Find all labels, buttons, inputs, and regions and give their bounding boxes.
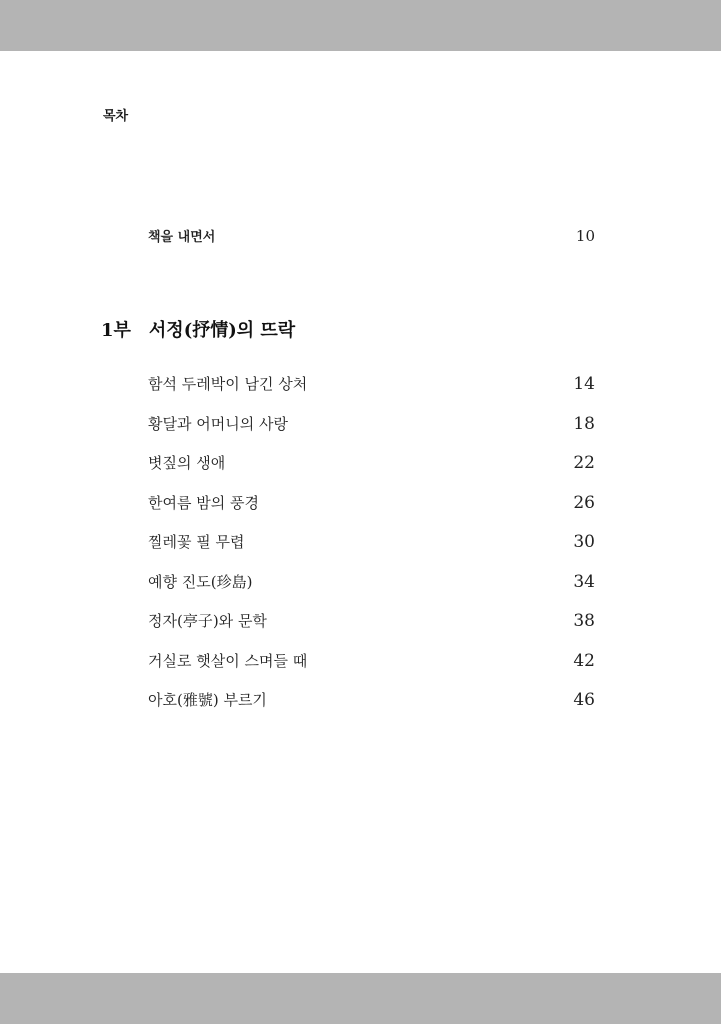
entry-page-number: 42 <box>573 651 595 671</box>
entry-title: 찔레꽃 필 무렵 <box>148 533 245 551</box>
entry-page-number: 14 <box>573 374 595 394</box>
entry-title: 볏짚의 생애 <box>148 454 226 472</box>
part-heading <box>101 316 295 342</box>
entry-page-number: 26 <box>573 493 595 513</box>
preface-title: 책을 내면서 <box>148 230 216 245</box>
preface-entry <box>148 226 595 245</box>
toc-heading: 목차 <box>103 109 129 124</box>
entry-page-number: 34 <box>573 572 595 592</box>
toc-entry <box>148 531 595 552</box>
toc-entry <box>148 571 595 592</box>
toc-entry <box>148 413 595 434</box>
entry-title: 거실로 햇살이 스며들 때 <box>148 652 308 670</box>
toc-entry <box>148 373 595 394</box>
part-title: 서정(抒情)의 뜨락 <box>148 320 296 341</box>
entry-title: 함석 두레박이 남긴 상처 <box>148 375 308 393</box>
part-number: 1부 <box>101 320 131 341</box>
toc-entry <box>148 452 595 473</box>
top-margin-bar <box>0 0 721 51</box>
entry-page-number: 18 <box>573 414 595 434</box>
entry-page-number: 30 <box>573 532 595 552</box>
entry-page-number: 46 <box>573 690 595 710</box>
toc-entry <box>148 689 595 710</box>
entry-title: 정자(亭子)와 문학 <box>148 612 267 630</box>
preface-page-number: 10 <box>575 227 595 245</box>
entry-page-number: 22 <box>573 453 595 473</box>
entry-title: 아호(雅號) 부르기 <box>148 691 267 709</box>
bottom-margin-bar <box>0 973 721 1024</box>
entry-title: 황달과 어머니의 사랑 <box>148 415 288 433</box>
entry-page-number: 38 <box>573 611 595 631</box>
entry-title: 예향 진도(珍島) <box>148 573 253 591</box>
toc-entry <box>148 650 595 671</box>
toc-entry <box>148 610 595 631</box>
toc-entry <box>148 492 595 513</box>
entry-title: 한여름 밤의 풍경 <box>148 494 259 512</box>
